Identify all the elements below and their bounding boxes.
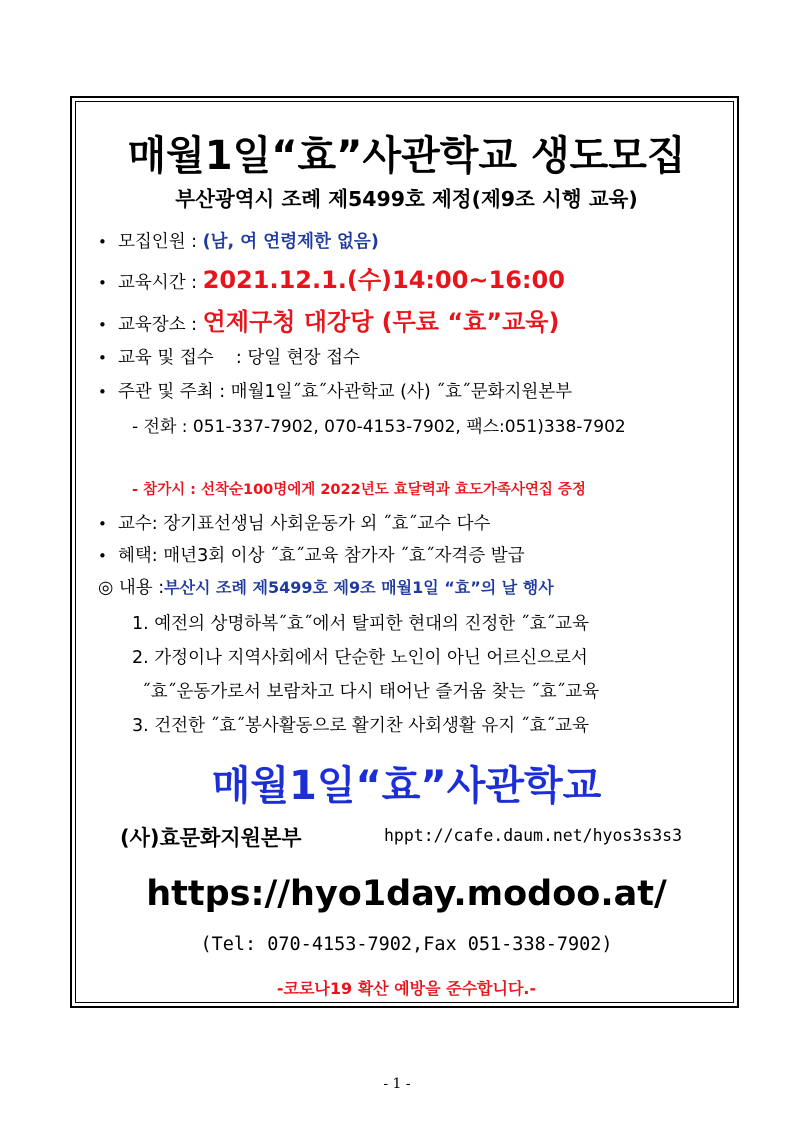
poster-subtitle: 부산광역시 조례 제5499호 제정(제9조 시행 교육) xyxy=(175,187,638,211)
host-text: 주관 및 주최 : 매월1일˝효˝사관학교 (사) ˝효˝문화지원본부 xyxy=(118,382,573,402)
professor-text: 교수: 장기표선생님 사회운동가 외 ˝효˝교수 다수 xyxy=(118,514,491,534)
school-name: 매월1일“효”사관학교 xyxy=(211,763,602,809)
bullet-icon: • xyxy=(98,383,107,401)
benefit-row xyxy=(98,542,525,567)
bullet-icon: • xyxy=(98,515,107,533)
content-label: ◎ 내용 : xyxy=(98,578,165,598)
bullet-icon: • xyxy=(98,233,107,251)
professor-row xyxy=(98,510,490,535)
org-name: (사)효문화지원본부 xyxy=(120,826,302,850)
benefit-text: 혜택: 매년3회 이상 ˝효˝교육 참가자 ˝효˝자격증 발급 xyxy=(118,546,525,566)
contact-line: (Tel: 070-4153-7902,Fax 051-338-7902) xyxy=(200,934,613,955)
gift-row: - 참가시 : 선착순100명에게 2022년도 효달력과 효도가족사연집 증정 xyxy=(132,482,586,498)
time-row xyxy=(98,260,565,295)
content-line-2: 2. 가정이나 지역사회에서 단순한 노인이 아닌 어르신으로서 xyxy=(132,648,588,668)
recruit-label: 모집인원 : xyxy=(118,232,203,252)
poster-title: 매월1일“효”사관학교 생도모집 xyxy=(127,133,686,179)
content-line-3: ˝효˝운동가로서 보람차고 다시 태어난 즐거움 찾는 ˝효˝교육 xyxy=(142,682,600,702)
recruit-value: (남, 여 연령제한 없음) xyxy=(202,232,379,252)
host-row xyxy=(98,378,572,403)
bullet-icon: • xyxy=(98,547,107,565)
register-text: 교육 및 접수 : 당일 현장 접수 xyxy=(118,348,360,368)
cafe-url[interactable]: hppt://cafe.daum.net/hyos3s3s3 xyxy=(384,826,683,845)
bullet-icon: • xyxy=(98,274,107,292)
content-line-1: 1. 예전의 상명하복˝효˝에서 탈피한 현대의 진정한 ˝효˝교육 xyxy=(132,614,589,634)
page-number: - 1 - xyxy=(383,1076,411,1092)
place-value: 연제구청 대강당 (무료 “효”교육) xyxy=(202,308,560,336)
register-row xyxy=(98,344,360,369)
poster-frame xyxy=(70,96,739,1008)
place-label: 교육장소 : xyxy=(118,315,203,335)
time-label: 교육시간 : xyxy=(118,273,203,293)
content-line-4: 3. 건전한 ˝효˝봉사활동으로 활기찬 사회생활 유지 ˝효˝교육 xyxy=(132,716,589,736)
content-row xyxy=(98,574,554,599)
phone-row: - 전화 : 051-337-7902, 070-4153-7902, 팩스:051)338-7902 xyxy=(132,417,626,437)
notice-line: -코로나19 확산 예방을 준수합니다.- xyxy=(276,979,537,998)
bullet-icon: • xyxy=(98,349,107,367)
content-value: 부산시 조례 제5499호 제9조 매월1일 “효”의 날 행사 xyxy=(164,578,554,597)
site-url[interactable]: https://hyo1day.modoo.at/ xyxy=(146,874,667,914)
recruit-row xyxy=(98,228,379,253)
time-value: 2021.12.1.(수)14:00~16:00 xyxy=(202,266,565,294)
place-row xyxy=(98,302,559,337)
bullet-icon: • xyxy=(98,316,107,334)
